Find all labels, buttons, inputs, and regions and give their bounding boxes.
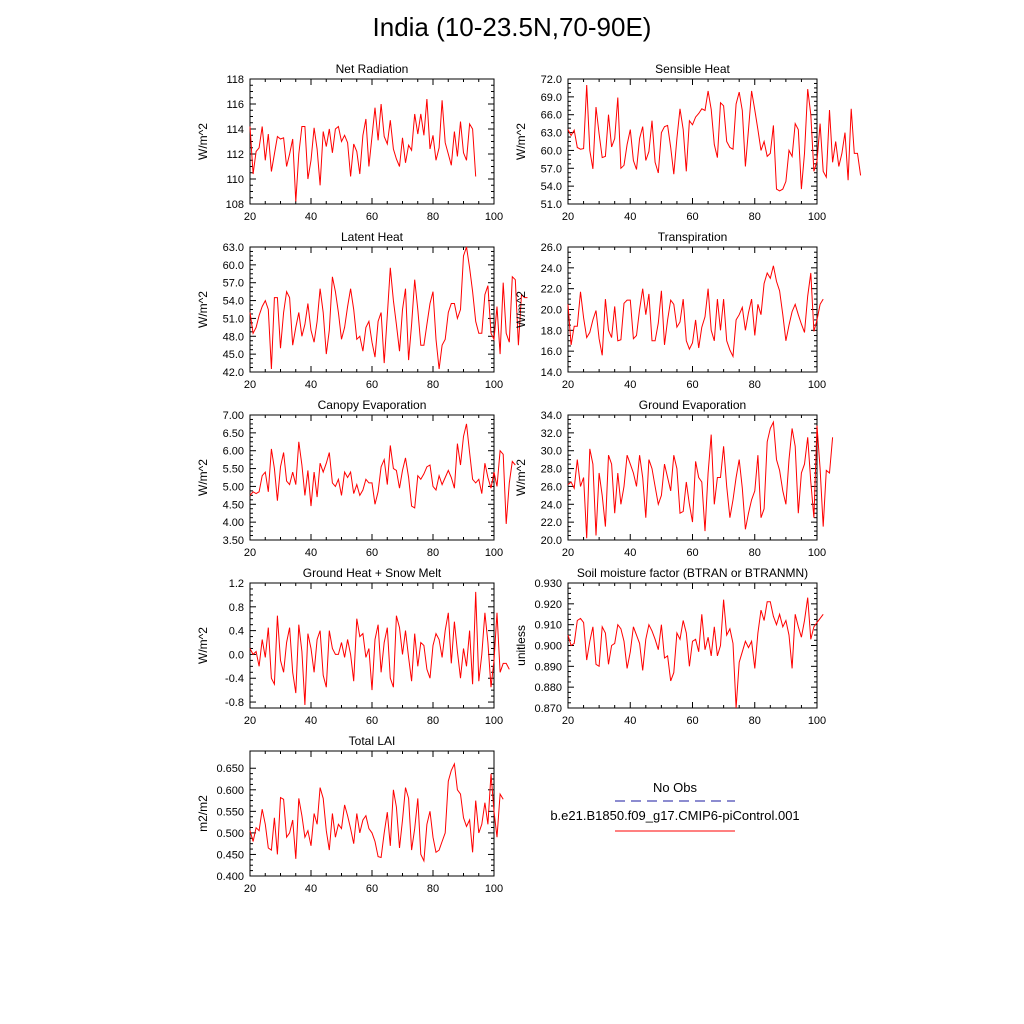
y-tick-label: 26.0 — [540, 242, 562, 254]
x-tick-label: 80 — [426, 211, 440, 223]
x-tick-label: 80 — [426, 883, 440, 895]
x-tick-label: 100 — [807, 715, 827, 727]
y-axis-label: W/m^2 — [196, 627, 210, 664]
y-tick-label: 63.0 — [540, 127, 562, 140]
y-tick-label: 5.00 — [222, 481, 244, 494]
y-tick-label: 110 — [226, 174, 244, 186]
y-tick-label: 20.0 — [540, 304, 562, 317]
y-tick-label: 16.0 — [540, 346, 562, 359]
y-tick-label: 108 — [225, 199, 244, 211]
x-tick-label: 100 — [484, 379, 504, 391]
y-axis-label: W/m^2 — [196, 459, 210, 496]
y-tick-label: 54.0 — [222, 295, 244, 308]
y-tick-label: 72.0 — [540, 74, 562, 86]
chart-panel — [514, 62, 861, 223]
chart-panel — [514, 398, 833, 559]
y-tick-label: 24.0 — [540, 499, 562, 512]
plot-frame — [250, 79, 494, 204]
x-tick-label: 40 — [624, 547, 637, 559]
x-tick-label: 80 — [426, 379, 440, 391]
y-tick-label: 1.2 — [228, 578, 244, 590]
y-tick-label: 114 — [226, 124, 244, 136]
y-tick-label: 60.0 — [540, 145, 562, 158]
chart-panel — [514, 230, 826, 391]
x-tick-label: 20 — [561, 211, 575, 223]
x-tick-label: 40 — [304, 883, 318, 895]
y-tick-label: 7.00 — [222, 410, 244, 422]
x-tick-label: 20 — [561, 715, 575, 727]
y-axis-label: W/m^2 — [196, 291, 210, 328]
y-tick-label: 0.900 — [534, 640, 562, 653]
x-tick-label: 20 — [243, 715, 257, 727]
y-tick-label: 0.870 — [534, 703, 562, 715]
x-tick-label: 20 — [243, 379, 257, 391]
series-line — [250, 764, 503, 861]
chart-panel — [196, 230, 528, 391]
y-tick-label: 57.0 — [222, 277, 244, 290]
y-tick-label: 0.4 — [228, 625, 244, 638]
x-tick-label: 60 — [365, 379, 379, 391]
y-tick-label: 51.0 — [540, 199, 562, 211]
y-axis-label: unitless — [514, 625, 528, 666]
x-tick-label: 80 — [426, 715, 440, 727]
chart-panel — [196, 734, 503, 895]
y-tick-label: 6.50 — [222, 427, 244, 440]
y-tick-label: 66.0 — [540, 109, 562, 122]
y-axis-label: W/m^2 — [514, 459, 528, 496]
y-tick-label: 0.550 — [216, 806, 244, 819]
y-tick-label: 30.0 — [540, 445, 562, 458]
y-tick-label: 3.50 — [222, 535, 244, 547]
y-tick-label: 14.0 — [540, 367, 562, 379]
x-tick-label: 60 — [365, 211, 379, 223]
x-tick-label: 40 — [304, 715, 318, 727]
y-tick-label: 26.0 — [540, 481, 562, 494]
panels-layer — [196, 62, 861, 895]
x-tick-label: 40 — [304, 547, 318, 559]
y-tick-label: 60.0 — [222, 259, 244, 272]
legend-obs-label: No Obs — [652, 780, 698, 795]
x-tick-label: 40 — [624, 715, 637, 727]
y-tick-label: 28.0 — [540, 463, 562, 476]
x-tick-label: 20 — [561, 379, 575, 391]
y-tick-label: 51.0 — [222, 313, 244, 326]
y-tick-label: 6.00 — [222, 445, 244, 458]
panel-title: Ground Heat + Snow Melt — [302, 566, 442, 580]
x-tick-label: 80 — [748, 211, 761, 223]
y-tick-label: 34.0 — [540, 410, 562, 422]
y-tick-label: 0.600 — [216, 784, 244, 797]
series-line — [250, 424, 515, 524]
y-axis-label: m2/m2 — [196, 795, 210, 832]
y-tick-label: 0.650 — [216, 763, 244, 776]
y-tick-label: 18.0 — [540, 325, 562, 338]
y-tick-label: 4.50 — [222, 499, 244, 512]
x-tick-label: 100 — [807, 547, 827, 559]
y-tick-label: -0.8 — [225, 697, 244, 710]
y-tick-label: 48.0 — [222, 331, 244, 344]
y-tick-label: 22.0 — [540, 283, 562, 296]
panel-title: Canopy Evaporation — [317, 398, 427, 412]
y-tick-label: 0.930 — [534, 578, 562, 590]
x-tick-label: 80 — [426, 547, 440, 559]
y-tick-label: 69.0 — [540, 91, 562, 104]
y-tick-label: 22.0 — [540, 517, 562, 530]
y-tick-label: 54.0 — [540, 181, 562, 194]
y-tick-label: 45.0 — [222, 349, 244, 362]
x-tick-label: 60 — [686, 547, 699, 559]
plot-frame — [250, 247, 494, 372]
x-tick-label: 60 — [365, 883, 379, 895]
panel-title: Total LAI — [348, 734, 396, 748]
y-axis-label: W/m^2 — [514, 291, 528, 328]
chart-panel — [196, 398, 515, 559]
x-tick-label: 60 — [686, 211, 699, 223]
y-tick-label: 112 — [226, 149, 244, 161]
x-tick-label: 100 — [484, 883, 504, 895]
x-tick-label: 100 — [484, 211, 504, 223]
y-tick-label: 0.910 — [534, 619, 562, 632]
series-line — [250, 99, 476, 202]
y-tick-label: 0.400 — [216, 871, 244, 883]
x-tick-label: 40 — [624, 379, 637, 391]
x-tick-label: 20 — [561, 547, 575, 559]
y-tick-label: 0.450 — [216, 849, 244, 862]
y-tick-label: 32.0 — [540, 427, 562, 440]
x-tick-label: 20 — [243, 547, 257, 559]
panel-title: Ground Evaporation — [638, 398, 747, 412]
x-tick-label: 60 — [365, 715, 379, 727]
y-tick-label: 0.500 — [216, 827, 244, 840]
series-line — [568, 422, 833, 538]
y-tick-label: 0.8 — [228, 601, 244, 614]
series-line — [250, 247, 528, 369]
plot-frame — [250, 751, 494, 876]
panel-title: Net Radiation — [335, 62, 409, 76]
x-tick-label: 80 — [748, 547, 761, 559]
y-tick-label: 24.0 — [540, 262, 562, 275]
plot-frame — [568, 79, 817, 204]
x-tick-label: 40 — [304, 379, 318, 391]
y-tick-label: 0.920 — [534, 598, 562, 611]
y-tick-label: 42.0 — [222, 367, 244, 379]
y-tick-label: 57.0 — [540, 163, 562, 176]
panel-title: Sensible Heat — [655, 62, 730, 76]
y-tick-label: 5.50 — [222, 463, 244, 476]
x-tick-label: 100 — [807, 379, 827, 391]
plot-frame — [568, 247, 817, 372]
panel-title: Soil moisture factor (BTRAN or BTRANMN) — [576, 566, 809, 580]
legend-model-label: b.e21.B1850.f09_g17.CMIP6-piControl.001 — [550, 808, 800, 823]
y-tick-label: 63.0 — [222, 242, 244, 254]
chart-panel — [196, 62, 503, 223]
y-tick-label: 0.0 — [228, 649, 244, 662]
series-line — [250, 592, 509, 705]
legend — [550, 780, 799, 831]
x-tick-label: 60 — [686, 379, 699, 391]
series-line — [568, 266, 823, 357]
panel-title: Latent Heat — [340, 230, 404, 244]
x-tick-label: 20 — [243, 211, 257, 223]
y-tick-label: 116 — [226, 99, 244, 111]
series-line — [568, 598, 823, 708]
y-axis-label: W/m^2 — [196, 123, 210, 160]
x-tick-label: 80 — [748, 715, 761, 727]
plot-frame — [568, 583, 817, 708]
x-tick-label: 80 — [748, 379, 761, 391]
x-tick-label: 60 — [365, 547, 379, 559]
y-tick-label: 20.0 — [540, 535, 562, 547]
x-tick-label: 40 — [304, 211, 318, 223]
panel-title: Transpiration — [657, 230, 728, 244]
y-tick-label: 0.890 — [534, 661, 562, 674]
chart-panel — [514, 566, 826, 727]
y-tick-label: 0.880 — [534, 682, 562, 695]
x-tick-label: 100 — [807, 211, 827, 223]
x-tick-label: 100 — [484, 715, 504, 727]
x-tick-label: 100 — [484, 547, 504, 559]
x-tick-label: 60 — [686, 715, 699, 727]
x-tick-label: 40 — [624, 211, 637, 223]
y-tick-label: -0.4 — [225, 673, 244, 686]
y-axis-label: W/m^2 — [514, 123, 528, 160]
x-tick-label: 20 — [243, 883, 257, 895]
chart-panel — [196, 566, 509, 727]
page-title: India (10-23.5N,70-90E) — [372, 12, 652, 42]
y-tick-label: 4.00 — [222, 517, 244, 530]
y-tick-label: 118 — [226, 74, 244, 86]
